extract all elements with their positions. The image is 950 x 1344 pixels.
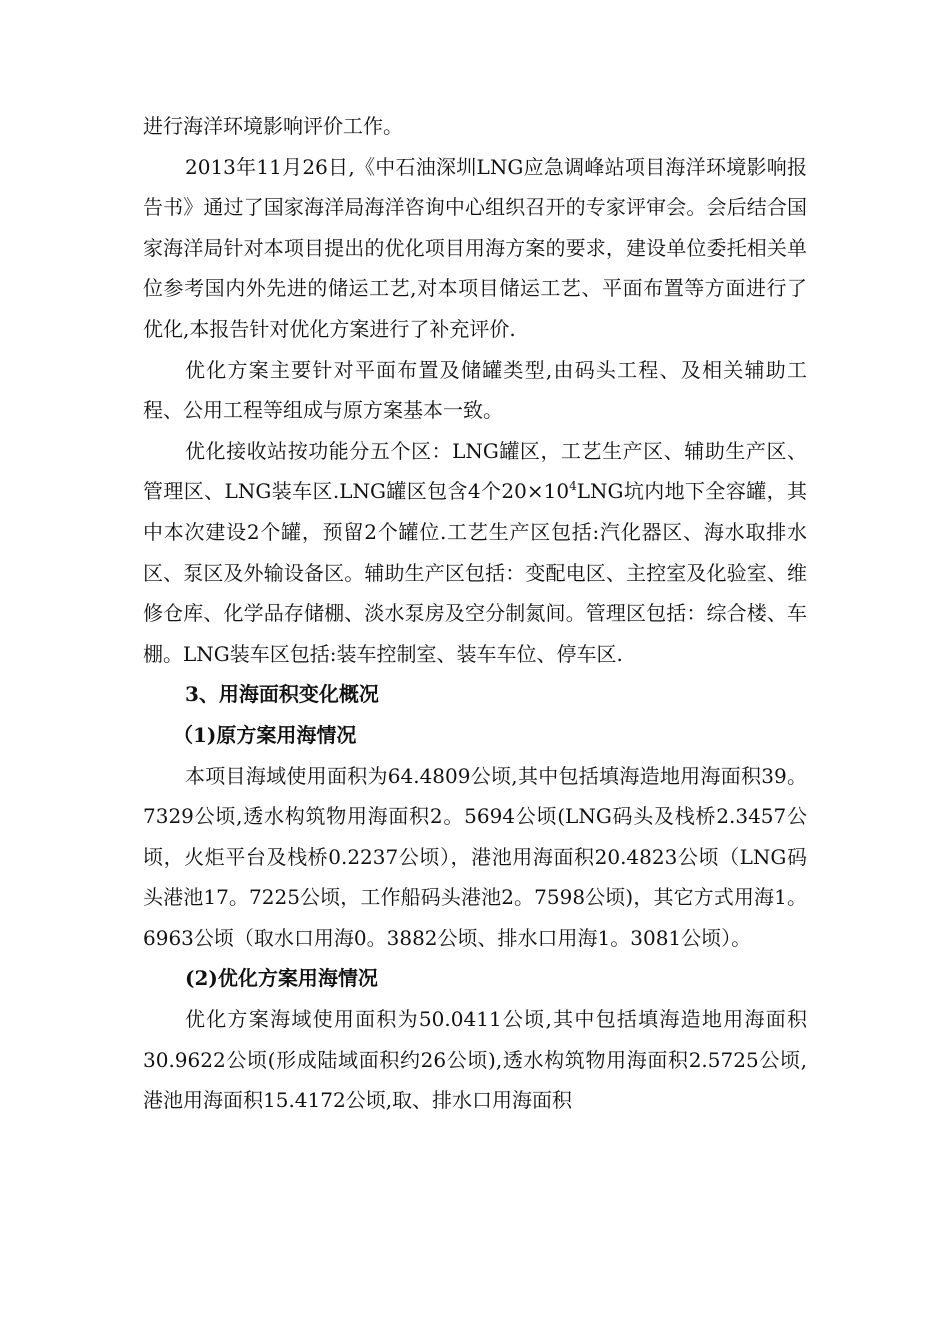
zones-text-part-1: 优化接收站按功能分五个区：LNG罐区，工艺生产区、辅助生产区、管理区、LNG装车区.LNG罐区包含4个20×10 [143,438,807,504]
section-heading-sea-area-change: 3、用海面积变化概况 [185,682,379,707]
subheading-optimized-plan: (2)优化方案用海情况 [185,966,378,991]
paragraph-optimization-scope: 优化方案主要针对平面布置及储罐类型,由码头工程、及相关辅助工程、公用工程等组成与原方案基本一致。 [143,357,807,423]
paragraph-functional-zones [143,431,807,675]
paragraph-original-plan-areas: 本项目海域使用面积为64.4809公顷,其中包括填海造地用海面积39。7329公顷,透水构筑物用海面积2。5694公顷(LNG码头及栈桥2.3457公顷，火炬平台及栈桥0.2237公顷），港池用海面积20.4823公顷（LNG码头港池17。7225公顷，工作船码头港池2。7598公顷)，其它方式用海1。6963公顷（取水口用海0。3882公顷、排水口用海1。3081公顷）。 [143,763,807,950]
subheading-original-plan: （1)原方案用海情况 [173,722,357,747]
zones-text-part-2: LNG坑内地下全容罐，其中本次建设2个罐，预留2个罐位.工艺生产区包括:汽化器区、海水取排水区、泵区及外输设备区。辅助生产区包括：变配电区、主控室及化验室、维修仓库、化学品存储棚、淡水泵房及空分制氮间。管理区包括：综合楼、车棚。LNG装车区包括:装车控制室、装车车位、停车区. [143,479,807,666]
document-page [143,106,807,1121]
paragraph-optimized-plan-areas: 优化方案海域使用面积为50.0411公顷,其中包括填海造地用海面积30.9622公顷(形成陆域面积约26公顷),透水构筑物用海面积2.5725公顷,港池用海面积15.4172公顷,取、排水口用海面积 [143,1007,807,1113]
superscript-exponent: 4 [569,479,577,494]
paragraph-review-history: 2013年11月26日,《中石油深圳LNG应急调峰站项目海洋环境影响报告书》通过了国家海洋局海洋咨询中心组织召开的专家评审会。会后结合国家海洋局针对本项目提出的优化项目用海方案的要求，建设单位委托相关单位参考国内外先进的储运工艺,对本项目储运工艺、平面布置等方面进行了优化,本报告针对优化方案进行了补充评价. [143,154,807,341]
paragraph-continuation: 进行海洋环境影响评价工作。 [143,114,403,138]
